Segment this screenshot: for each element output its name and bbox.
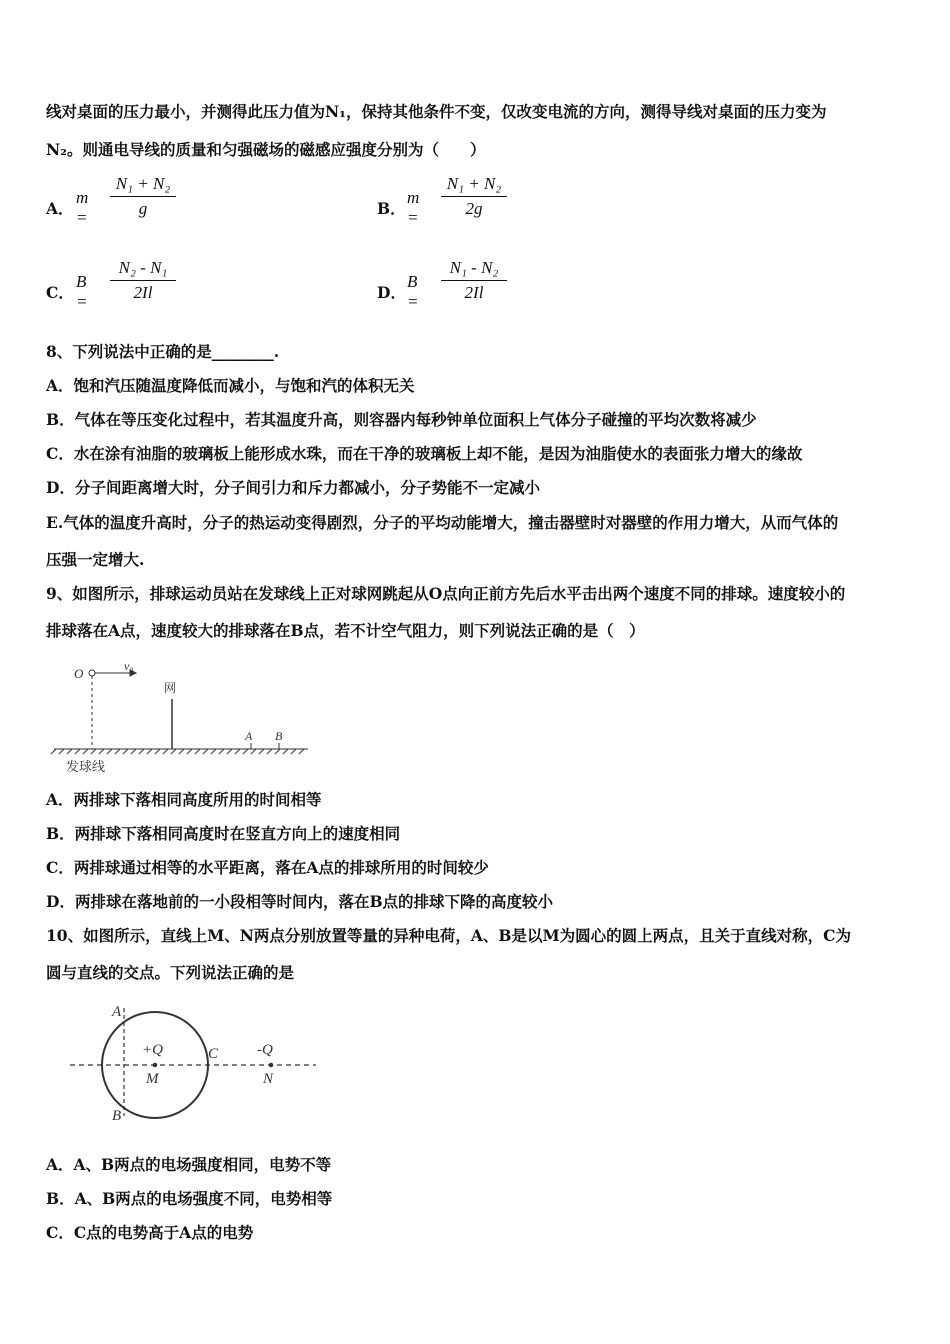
q9-option-b: B．两排球下落相同高度时在竖直方向上的速度相同 (46, 824, 401, 843)
formula-numerator: N₂ - N₁ (118, 258, 168, 277)
formula-numerator: N₁ + N₂ (115, 174, 171, 193)
formula-denominator: 2Il (464, 283, 484, 302)
fraction-bar (441, 280, 507, 281)
charge-point-n (269, 1063, 273, 1067)
formula-lhs: B = (76, 272, 88, 311)
fraction-bar (441, 196, 507, 197)
ball-point-o (89, 670, 95, 676)
formula-denominator: 2g (465, 199, 483, 218)
fraction-bar (110, 280, 176, 281)
q9-option-a: A．两排球下落相同高度所用的时间相等 (46, 790, 322, 809)
label-a: A (245, 729, 253, 743)
formula-lhs: m = (76, 188, 89, 227)
label-o: O (74, 666, 84, 681)
volleyball-diagram (46, 655, 316, 780)
q8-stem: 8、下列说法中正确的是________. (46, 342, 280, 361)
label-plus-q: +Q (142, 1042, 163, 1058)
q7-option-a-label: A． (46, 199, 74, 218)
formula-denominator: 2Il (133, 283, 153, 302)
formula-numerator: N₁ - N₂ (449, 258, 499, 277)
charge-point-m (153, 1063, 157, 1067)
label-serve-line: 发球线 (66, 759, 106, 774)
q8-option-c: C．水在涂有油脂的玻璃板上能形成水珠，而在干净的玻璃板上却不能，是因为油脂使水的表面张力增大的缘故 (46, 444, 803, 463)
ground-hatching (51, 749, 304, 754)
formula-numerator: N₁ + N₂ (446, 174, 502, 193)
label-net: 网 (164, 681, 177, 695)
q9-stem-line2: 排球落在A点，速度较大的排球落在B点，若不计空气阻力，则下列说法正确的是（ ） (46, 621, 645, 640)
q9-option-d: D．两排球在落地前的一小段相等时间内，落在B点的排球下降的高度较小 (46, 892, 554, 911)
label-m: M (146, 1071, 159, 1087)
q9-stem-line1: 9、如图所示，排球运动员站在发球线上正对球网跳起从O点向正前方先后水平击出两个速度不同的排球。速度较小的 (46, 584, 846, 603)
q7-option-b-label: B． (377, 199, 406, 218)
label-b: B (112, 1108, 122, 1124)
formula-lhs: B = (407, 272, 419, 311)
label-n: N (263, 1071, 274, 1087)
q8-option-e: E.气体的温度升高时，分子的热运动变得剧烈，分子的平均动能增大，撞击器壁时对器壁的作用力增大，从而气体的 (46, 513, 839, 532)
q8-option-b: B．气体在等压变化过程中，若其温度升高，则容器内每秒钟单位面积上气体分子碰撞的平均次数将减少 (46, 410, 757, 429)
q8-option-e-cont: 压强一定增大. (46, 550, 145, 569)
q8-option-d: D．分子间距离增大时，分子间引力和斥力都减小，分子势能不一定减小 (46, 478, 540, 497)
q9-option-c: C．两排球通过相等的水平距离，落在A点的排球所用的时间较少 (46, 858, 489, 877)
label-b: B (275, 729, 283, 743)
fraction-bar (110, 196, 176, 197)
q7-line1: 线对桌面的压力最小，并测得此压力值为N₁，保持其他条件不变，仅改变电流的方向，测得导线对桌面的压力变为 (46, 102, 827, 121)
q10-option-a: A．A、B两点的电场强度相同，电势不等 (46, 1155, 332, 1174)
q10-option-c: C．C点的电势高于A点的电势 (46, 1223, 254, 1242)
q7-option-c-label: C． (46, 283, 74, 302)
formula-lhs: m = (407, 188, 420, 227)
label-minus-q: -Q (257, 1042, 273, 1058)
q8-option-a: A．饱和汽压随温度降低而减小，与饱和汽的体积无关 (46, 376, 415, 395)
formula-denominator: g (138, 199, 148, 218)
label-v0: v₀ (124, 659, 134, 673)
q7-line2: N₂。则通电导线的质量和匀强磁场的磁感应强度分别为（ ） (46, 140, 486, 159)
q10-option-b: B．A、B两点的电场强度不同，电势相等 (46, 1189, 333, 1208)
q10-stem-line1: 10、如图所示，直线上M、N两点分别放置等量的异种电荷，A、B是以M为圆心的圆上两点，且关于直线对称，C为 (46, 926, 852, 945)
label-c: C (208, 1046, 219, 1062)
charges-circle-diagram (66, 995, 321, 1130)
label-a: A (112, 1004, 122, 1020)
q7-option-d-label: D． (377, 283, 406, 302)
q10-stem-line2: 圆与直线的交点。下列说法正确的是 (46, 963, 295, 982)
